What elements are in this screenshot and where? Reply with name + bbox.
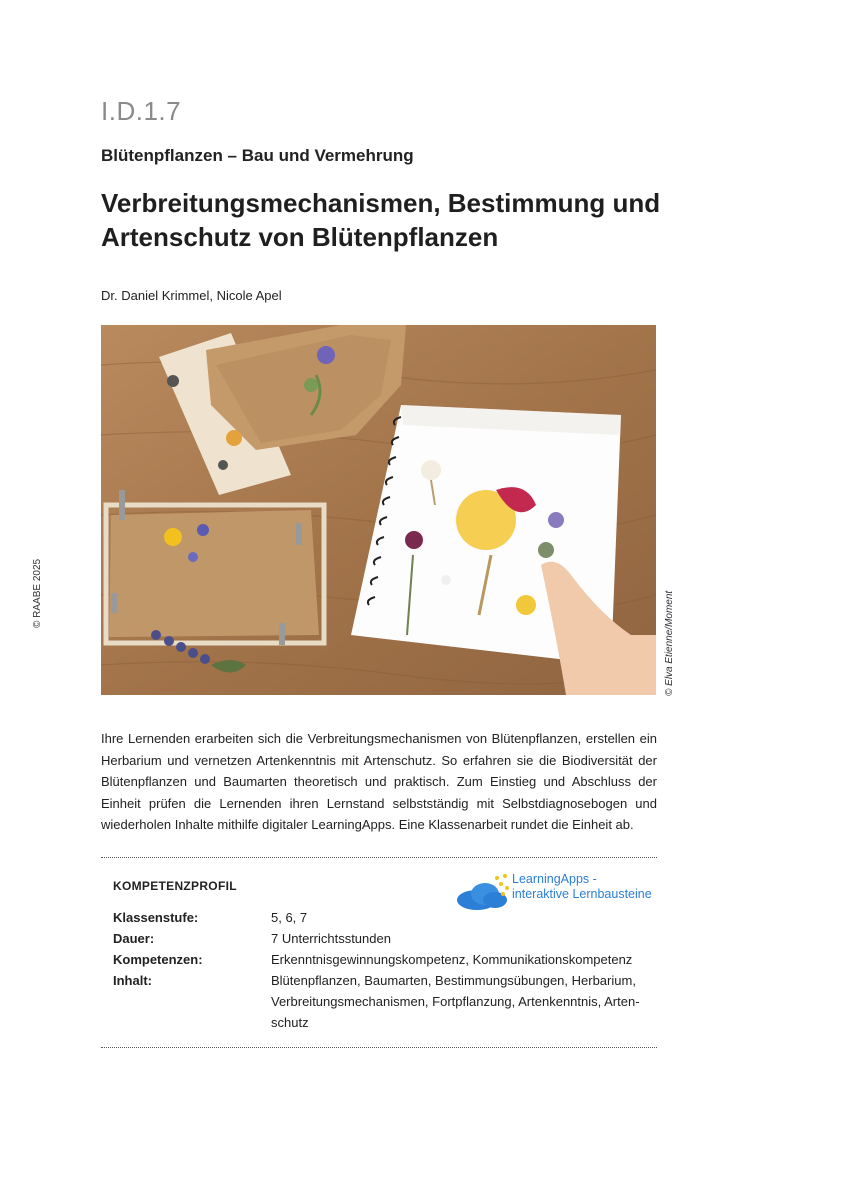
photo-pressed-flowers bbox=[101, 325, 656, 695]
intro-paragraph: Ihre Lernenden erarbeiten sich die Verbreitungsmechanismen von Blütenpflanzen, erstellen ein Herbarium und vernetzen Artenkenntnis mit Artenschutz. So erfahren sie die Biodiversität der Blütenpflanzen und Baumarten theoretisch und praktisch. Zum Einstieg und Abschluss der Einheit prüfen die Lernenden ihren Lernstand selbstständig mit Selbstdiagnosebogen und wiederholen Inhalte mithilfe digitaler LearningApps. Eine Klassenarbeit rundet die Einheit ab. bbox=[101, 731, 657, 832]
label-dauer: Dauer: bbox=[113, 931, 155, 946]
value-kompetenzen: Erkenntnisgewinnungskompetenz, Kommunikationskompetenz bbox=[271, 952, 633, 967]
value-inhalt-line-2: Verbreitungsmechanismen, Fortpflanzung, Artenkenntnis, Arten- bbox=[271, 994, 640, 1009]
learningapps-subtitle: interaktive Lernbausteine bbox=[512, 887, 652, 901]
authors: Dr. Daniel Krimmel, Nicole Apel bbox=[101, 288, 282, 303]
learningapps-title: LearningApps - bbox=[512, 872, 597, 886]
value-dauer: 7 Unterrichtsstunden bbox=[271, 931, 391, 946]
document-code: I.D.1.7 bbox=[101, 96, 182, 126]
value-klassenstufe: 5, 6, 7 bbox=[271, 910, 308, 925]
label-inhalt: Inhalt: bbox=[113, 973, 152, 988]
value-inhalt bbox=[271, 970, 651, 1033]
unit-title: Blütenpflanzen – Bau und Vermehrung bbox=[101, 146, 414, 165]
main-title-line-1: Verbreitungsmechanismen, Bestimmung und bbox=[101, 188, 661, 218]
copyright-notice: © RAABE 2025 bbox=[32, 558, 43, 628]
main-title-line-2: Artenschutz von Blütenpflanzen bbox=[101, 222, 499, 252]
main-title bbox=[101, 186, 701, 254]
pressed-flowers-illustration bbox=[101, 325, 656, 695]
label-kompetenzen: Kompetenzen: bbox=[113, 952, 203, 967]
value-inhalt-line-1: Blütenpflanzen, Baumarten, Bestimmungsübungen, Herbarium, bbox=[271, 973, 636, 988]
divider-top bbox=[101, 857, 657, 858]
value-inhalt-line-3: schutz bbox=[271, 1015, 309, 1030]
profile-heading: KOMPETENZPROFIL bbox=[113, 879, 237, 893]
divider-bottom bbox=[101, 1047, 657, 1048]
label-klassenstufe: Klassenstufe: bbox=[113, 910, 199, 925]
photo-credit: © Elva Etienne/Moment bbox=[664, 590, 675, 696]
